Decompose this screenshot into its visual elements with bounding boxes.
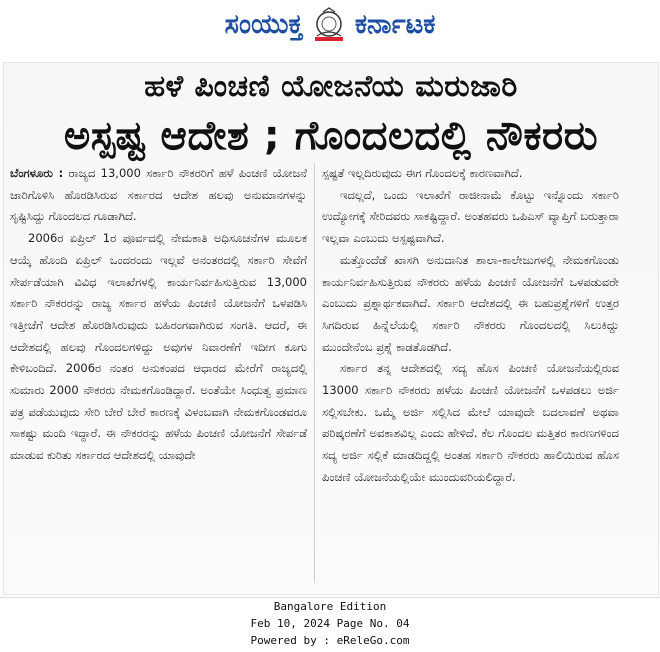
newspaper-clipping (3, 62, 659, 595)
footer (0, 598, 660, 649)
paragraph: ಮತ್ತೊಂದೆಡೆ ಖಾಸಗಿ ಅನುದಾನಿತ ಶಾಲಾ-ಕಾಲೇಜುಗಳಲ್ಲಿ ನೇಮಕಗೊಂಡು ಕಾರ್ಯನಿರ್ವಹಿಸುತ್ತಿರುವ ನೌಕರರು ಹಳೆಯ ಪಿಂಚಣಿ ಯೋಜನೆಗೆ ಒಳಪಡುವರೇ ಎಂಬುದು ಪ್ರಶ್ನಾರ್ಥಕವಾಗಿದೆ. ಸರ್ಕಾರಿ ಆದೇಶದಲ್ಲಿ ಈ ಬಹುಪ್ರಶ್ನೆಗಳಿಗೆ ಉತ್ತರ ಸಿಗದಿರುವ ಹಿನ್ನೆಲೆಯಲ್ಲಿ ಸರ್ಕಾರಿ ನೌಕರರು ಗೊಂದಲದಲ್ಲಿ ಸಿಲುಕಿದ್ದು ಮುಂದೇನೆಂಬ ಪ್ರಶ್ನೆ ಕಾಡತೊಡಗಿದೆ. (322, 252, 619, 354)
paragraph: ಇದಲ್ಲದೆ, ಒಂದು ಇಲಾಖೆಗೆ ರಾಜೀನಾಮೆ ಕೊಟ್ಟು ಇನ್ನೊಂದು ಸರ್ಕಾರಿ ಉದ್ಯೋಗಕ್ಕೆ ಸೇರಿದವರು ಸಾಕಷ್ಟಿದ್ದಾರೆ. ಅಂತಹವರು ಒಪಿಎಸ್ ವ್ಯಾಪ್ತಿಗೆ ಬರುತ್ತಾರಾ ಇಲ್ಲವಾ ಎಂಬುದು ಅಸ್ಪಷ್ಟವಾಗಿದೆ. (322, 187, 619, 246)
masthead (0, 0, 660, 50)
dateline: ಬೆಂಗಳೂರು : (10, 166, 64, 180)
article-column-left (10, 163, 307, 467)
powered-by-label: Powered by : eReleGo.com (250, 634, 410, 647)
emblem-icon (309, 6, 349, 44)
paragraph: 2006ರ ಏಪ್ರಿಲ್ 1ರ ಪೂರ್ವದಲ್ಲಿ ನೇಮಕಾತಿ ಅಧಿಸೂಚನೆಗಳ ಮೂಲಕ ಆಯ್ಕೆ ಹೊಂದಿ ಏಪ್ರಿಲ್ ಒಂದರಂದು ಇಲ್ಲವೆ ಅನಂತರದಲ್ಲಿ ಸರ್ಕಾರಿ ಸೇವೆಗೆ ಸೇರ್ಪಡೆಯಾಗಿ ವಿವಿಧ ಇಲಾಖೆಗಳಲ್ಲಿ ಕಾರ್ಯನಿರ್ವಹಿಸುತ್ತಿರುವ 13,000 ಸರ್ಕಾರಿ ನೌಕರರನ್ನು ರಾಜ್ಯ ಸರ್ಕಾರ ಹಳೆಯ ಪಿಂಚಣಿ ಯೋಜನೆಗೆ ಒಳಪಡಿಸಿ ಇತ್ತೀಚೆಗೆ ಆದೇಶ ಹೊರಡಿಸಿರುವುದು ಬಹಿರಂಗವಾಗಿರುವ ಸಂಗತಿ. ಆದರೆ, ಈ ಆದೇಶದಲ್ಲಿ ಹಲವು ಗೊಂದಲಗಳಿದ್ದು ಅವುಗಳ ನಿವಾರಣೆಗೆ ಇದೀಗ ಕೂಗು ಕೇಳಿಬಂದಿದೆ. 2006ರ ನಂತರ ಅನುಕಂಪದ ಆಧಾರದ ಮೇರೆಗೆ ರಾಜ್ಯದಲ್ಲಿ ಸುಮಾರು 2000 ನೌಕರರು ನೇಮಕಗೊಂಡಿದ್ದಾರೆ. ಅಂತೆಯೇ ಸಿಂಧುತ್ವ ಪ್ರಮಾಣ ಪತ್ರ ಪಡೆಯುವುದು ಸೇರಿ ಬೇರೆ ಬೇರೆ ಕಾರಣಕ್ಕೆ ವಿಳಂಬವಾಗಿ ನೇಮಕಗೊಂಡವರೂ ಸಾಕಷ್ಟು ಮಂದಿ ಇದ್ದಾರೆ. ಈ ನೌಕರರನ್ನು ಹಳೆಯ ಪಿಂಚಣಿ ಯೋಜನೆಗೆ ಸೇರ್ಪಡೆ ಮಾಡುವ ಕುರಿತು ಸರ್ಕಾರದ ಆದೇಶದಲ್ಲಿ ಯಾವುದೇ (10, 231, 307, 463)
paragraph-text: ರಾಜ್ಯದ 13,000 ಸರ್ಕಾರಿ ನೌಕರರಿಗೆ ಹಳೆ ಪಿಂಚಣಿ ಯೋಜನೆ ಜಾರಿಗೊಳಿಸಿ ಹೊರಡಿಸಿರುವ ಸರ್ಕಾರದ ಆದೇಶ ಹಲವು ಅನುಮಾನಗಳನ್ನು ಸೃಷ್ಟಿಸಿದ್ದು ಗೊಂದಲದ ಗೂಡಾಗಿದೆ. (10, 166, 307, 224)
column-divider (314, 163, 315, 583)
date-page-label: Feb 10, 2024 Page No. 04 (250, 617, 410, 630)
brand-name-left: ಸಂಯುಕ್ತ (224, 9, 303, 40)
edition-label: Bangalore Edition (273, 600, 387, 613)
headline-line-1: ಹಳೆ ಪಿಂಚಣಿ ಯೋಜನೆಯ ಮರುಜಾರಿ (144, 69, 518, 104)
paragraph (10, 163, 307, 228)
paragraph: ಸ್ಪಷ್ಟತೆ ಇಲ್ಲದಿರುವುದು ಈಗ ಗೊಂದಲಕ್ಕೆ ಕಾರಣವಾಗಿದೆ. (322, 166, 523, 180)
brand-name-right: ಕರ್ನಾಟಕ (354, 9, 436, 40)
masthead-row (0, 0, 660, 50)
article-column-right (322, 163, 619, 489)
headline-line-2: ಅಸ್ಪಷ್ಟ ಆದೇಶ ; ಗೊಂದಲದಲ್ಲಿ ನೌಕರರು (63, 113, 599, 159)
paragraph: ಸರ್ಕಾರ ತನ್ನ ಆದೇಶದಲ್ಲಿ ಸದ್ಯ ಹೊಸ ಪಿಂಚಣಿ ಯೋಜನೆಯಲ್ಲಿರುವ 13000 ಸರ್ಕಾರಿ ನೌಕರರು ಹಳೆಯ ಪಿಂಚಣಿ ಯೋಜನೆಗೆ ಒಳಪಡಲು ಅರ್ಜಿ ಸಲ್ಲಿಸಬೇಕು. ಒಮ್ಮೆ ಅರ್ಜಿ ಸಲ್ಲಿಸಿದ ಮೇಲೆ ಯಾವುದೇ ಬದಲಾವಣೆ ಅಥವಾ ಪರಿಷ್ಕರಣೆಗೆ ಅವಕಾಶವಿಲ್ಲ ಎಂದು ಹೇಳಿದೆ. ಕೆಲ ಗೊಂದಲ ಮತ್ತಿತರ ಕಾರಣಗಳಿಂದ ಸದ್ಯ ಅರ್ಜಿ ಸಲ್ಲಿಕೆ ಮಾಡದಿದ್ದಲ್ಲಿ ಅಂತಹ ಸರ್ಕಾರಿ ನೌಕರರು ಹಾಲಿಯಿರುವ ಹೊಸ ಪಿಂಚಣಿ ಯೋಜನೆಯಲ್ಲಿಯೇ ಮುಂದುವರಿಯಲಿದ್ದಾರೆ. (322, 361, 619, 484)
